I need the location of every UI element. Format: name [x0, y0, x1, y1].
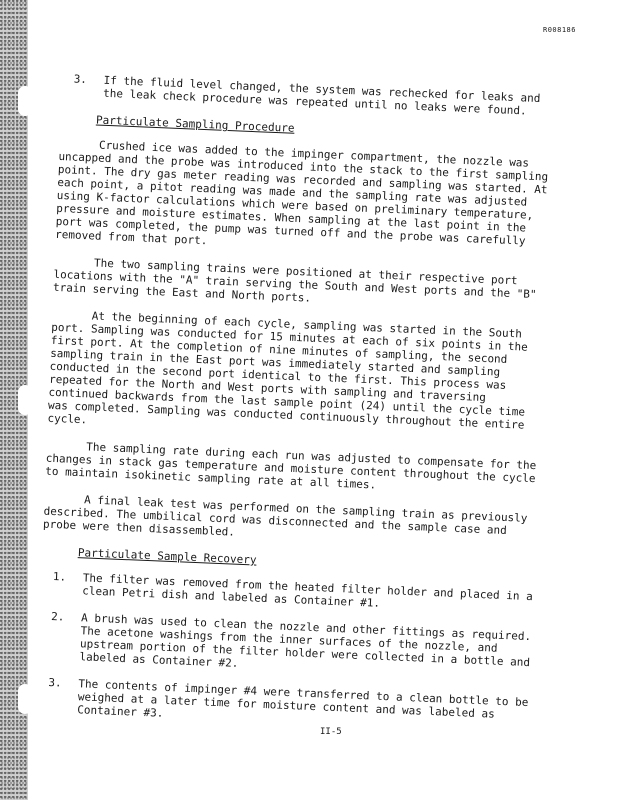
- document-id: R008186: [542, 26, 576, 34]
- paragraph: Crushed ice was added to the impinger compartment, the nozzle was uncapped and the probe was introduced into the stack to the first sampling point. The dry gas meter reading was recorded and sampling was started. At each point, a pitot reading was made and the sampling rate was adjusted using K-factor calculations which were based on preliminary temperature, pressure and moisture estimates. When sampling at the last point in the port was completed, the pump was turned off and the probe was carefully removed from that port.: [54, 138, 549, 248]
- punch-hole: [18, 385, 32, 415]
- section-heading: Particulate Sample Recovery: [77, 546, 257, 567]
- paragraph: A final leak test was performed on the sampling train as previously described. The umbilical cord was disconnected and the sample case and probe were then disassembled.: [42, 493, 528, 539]
- item-text: A brush was used to clean the nozzle and other fittings as required. The acetone washings from the inner surfaces of the nozzle, and upstream portion of the filter holder were collected in a bottle and labeled as Container #2.: [79, 611, 532, 670]
- binding-edge: [0, 0, 28, 800]
- item-text: The filter was removed from the heated filter holder and placed in a clean Petri dish and labeled as Container #1.: [82, 571, 534, 610]
- paragraph: At the beginning of each cycle, sampling was started in the South port. Sampling was conducted for 15 minutes at each of six points in the first port. At the completion of nine minutes of sampling, the second sampling train in the East port was immediately started and sampling conducted in the second port identical to the first. This process was repeated for the North and West ports with sampling and traversing continued backwards from the last sample point (24) until the cycle time was completed. Sampling was conducted continuously throughout the entire cycle.: [47, 309, 528, 432]
- page-number: II-5: [320, 727, 342, 737]
- punch-hole: [18, 684, 32, 714]
- step-item: [73, 73, 562, 119]
- step-text: If the fluid level changed, the system was rechecked for leaks and the leak check procedure was repeated until no leaks were found.: [102, 73, 541, 118]
- paragraph: The sampling rate during each run was adjusted to compensate for the changes in stack gas temperature and moisture content throughout the cycle to maintain isokinetic sampling rate at all times.: [44, 440, 537, 492]
- item-text: The contents of impinger #4 were transferred to a clean bottle to be weighed at a later time for moisture content and was labeled as Container #3.: [77, 677, 529, 721]
- list-item: [52, 570, 541, 616]
- item-number: 1.: [52, 570, 67, 584]
- item-number: 3.: [48, 675, 62, 690]
- list-item: [47, 676, 536, 735]
- punch-hole: [18, 86, 32, 116]
- item-number: 2.: [50, 610, 65, 624]
- list-item: [49, 610, 539, 682]
- section-heading: Particulate Sampling Procedure: [95, 113, 295, 135]
- page-body: [34, 72, 561, 749]
- paragraph: The two sampling trains were positioned at their respective port locations with the "A" train serving the South and West ports and the "B" train serving the East and North ports.: [52, 256, 537, 305]
- step-number: 3.: [73, 72, 88, 87]
